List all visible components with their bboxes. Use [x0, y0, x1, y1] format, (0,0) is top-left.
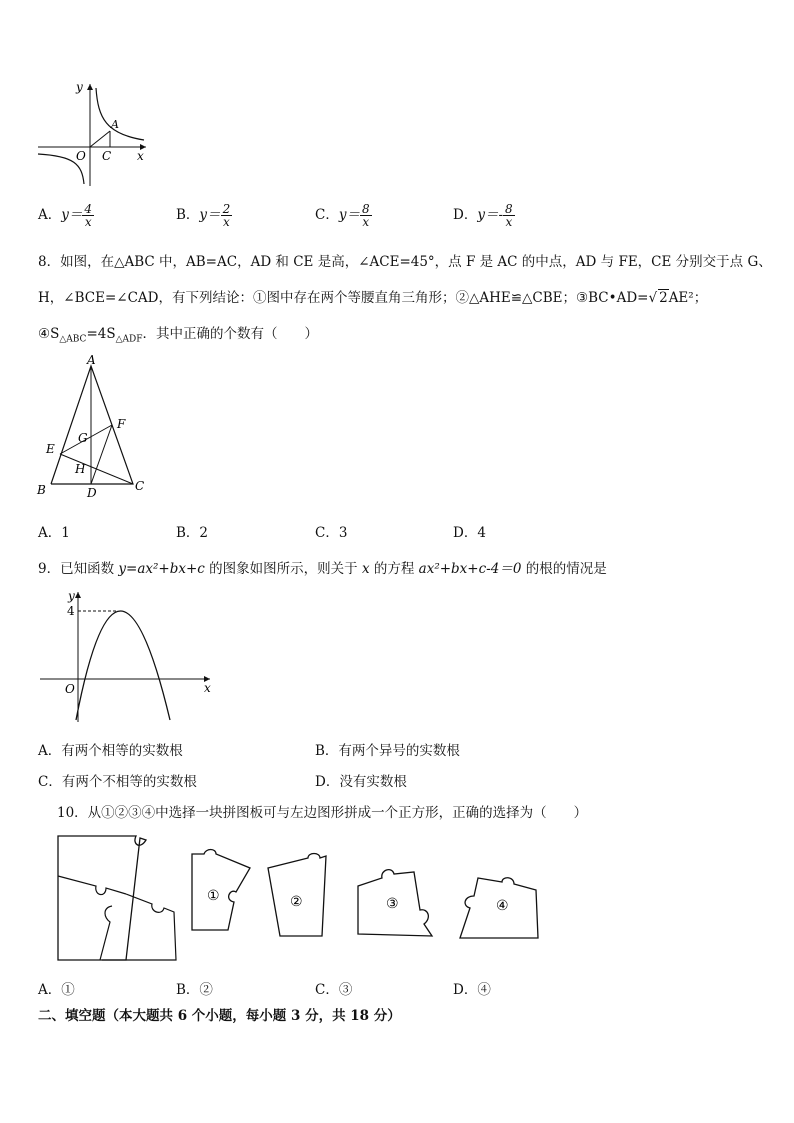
q10-option-b[interactable]: B．②: [176, 982, 213, 998]
q10-piece-4-label: ④: [496, 898, 509, 914]
q9-text-d: 的根的情况是: [521, 561, 607, 577]
q9-text-c: 的方程: [369, 561, 419, 577]
q9-y-label: y: [68, 589, 75, 603]
q8-sub-adf: △ADF: [115, 334, 143, 345]
q10-option-c[interactable]: C．③: [315, 982, 353, 998]
q10-piece-1-label: ①: [207, 888, 220, 904]
q9-text-a: 9．已知函数: [38, 561, 119, 577]
q7-point-a-label: A: [111, 118, 119, 131]
q7-option-a-fraction: $\frac{4}{x}$: [84, 202, 93, 229]
q7-option-b-letter: B．: [176, 207, 200, 223]
q8-label-f: F: [117, 417, 126, 431]
q7-option-d-prefix: y＝: [477, 207, 499, 223]
q8-line-3c: ．其中正确的个数有（ ）: [142, 326, 318, 342]
q7-option-d[interactable]: [453, 203, 515, 228]
q7-option-a-prefix: y＝: [61, 207, 83, 223]
q7-option-a[interactable]: [38, 203, 94, 228]
q8-line-1: 8．如图，在△ABC 中，AB=AC，AD 和 CE 是高，∠ACE=45°，点 F 是 AC 的中点，AD 与 FE，CE 分别交于点 G、: [38, 254, 772, 270]
q7-option-d-letter: D．: [453, 207, 478, 223]
q9-option-a[interactable]: A．有两个相等的实数根: [38, 743, 183, 759]
q7-option-b-prefix: y＝: [199, 207, 221, 223]
q8-line-3a: ④S: [38, 326, 60, 342]
q7-option-c-letter: C．: [315, 207, 339, 223]
q10-question: 10．从①②③④中选择一块拼图板可与左边图形拼成一个正方形，正确的选择为（ ）: [57, 805, 588, 821]
q9-variable: x: [361, 561, 370, 577]
q9-option-b[interactable]: B．有两个异号的实数根: [315, 743, 460, 759]
q9-x-label: x: [204, 681, 211, 695]
q10-option-a[interactable]: A．①: [38, 982, 75, 998]
section-2-heading: 二、填空题（本大题共 6 个小题，每小题 3 分，共 18 分）: [38, 1008, 401, 1024]
q9-origin-label: O: [65, 682, 75, 696]
q8-option-b[interactable]: B．2: [176, 525, 209, 541]
q8-label-d: D: [87, 486, 97, 500]
q8-option-a[interactable]: A．1: [38, 525, 70, 541]
q7-option-c-fraction: $\frac{8}{x}$: [361, 202, 370, 229]
q7-option-c[interactable]: [315, 203, 372, 228]
q7-point-c-label: C: [102, 149, 112, 163]
q10-option-d[interactable]: D．④: [453, 982, 491, 998]
q8-triangle-figure: [34, 354, 154, 502]
q7-option-b[interactable]: [176, 203, 232, 228]
q8-sub-abc: △ABC: [59, 334, 87, 345]
q8-label-b: B: [37, 483, 46, 497]
q8-label-c: C: [135, 479, 145, 493]
q8-line-3: [38, 322, 318, 345]
q9-function: y=ax²+bx+c: [118, 561, 205, 577]
q9-text-b: 的图象如图所示，则关于: [204, 561, 362, 577]
q9-y-tick-4: 4: [67, 604, 75, 618]
q7-x-label: x: [137, 149, 144, 163]
q8-label-g: G: [78, 431, 88, 445]
q10-piece-3-label: ③: [386, 896, 399, 912]
q7-y-label: y: [76, 80, 83, 94]
q8-line-2: [38, 286, 707, 306]
q8-sqrt-sign: √: [648, 290, 658, 306]
q7-option-a-letter: A．: [38, 207, 62, 223]
q7-option-b-fraction: $\frac{2}{x}$: [222, 202, 231, 229]
q10-puzzle-figure: [40, 826, 542, 966]
q10-piece-2-label: ②: [290, 894, 303, 910]
q7-option-d-fraction: $\frac{8}{x}$: [505, 202, 513, 229]
q9-parabola-graph: [38, 588, 218, 724]
q8-line-2b: AE²；: [668, 290, 708, 306]
q7-option-c-prefix: y＝: [338, 207, 360, 223]
q8-sqrt-value: 2: [659, 290, 668, 306]
q7-origin-label: O: [76, 149, 86, 163]
q7-hyperbola-graph: [34, 78, 154, 190]
q8-option-d[interactable]: D．4: [453, 525, 486, 541]
q9-equation: ax²+bx+c-4＝0: [418, 561, 522, 577]
q8-label-a: A: [87, 354, 96, 367]
q8-label-h: H: [75, 462, 86, 476]
q8-option-c[interactable]: C．3: [315, 525, 348, 541]
q9-option-c[interactable]: C．有两个不相等的实数根: [38, 774, 197, 790]
q7-option-d-sign: -: [498, 207, 504, 223]
q8-label-e: E: [46, 442, 55, 456]
q8-line-2a: H，∠BCE=∠CAD，有下列结论：①图中存在两个等腰直角三角形；②△AHE≌△CBE；③BC•AD=: [38, 290, 649, 306]
q9-question: [38, 557, 607, 577]
q8-line-3b: =4S: [86, 326, 116, 342]
q9-option-d[interactable]: D．没有实数根: [315, 774, 407, 790]
